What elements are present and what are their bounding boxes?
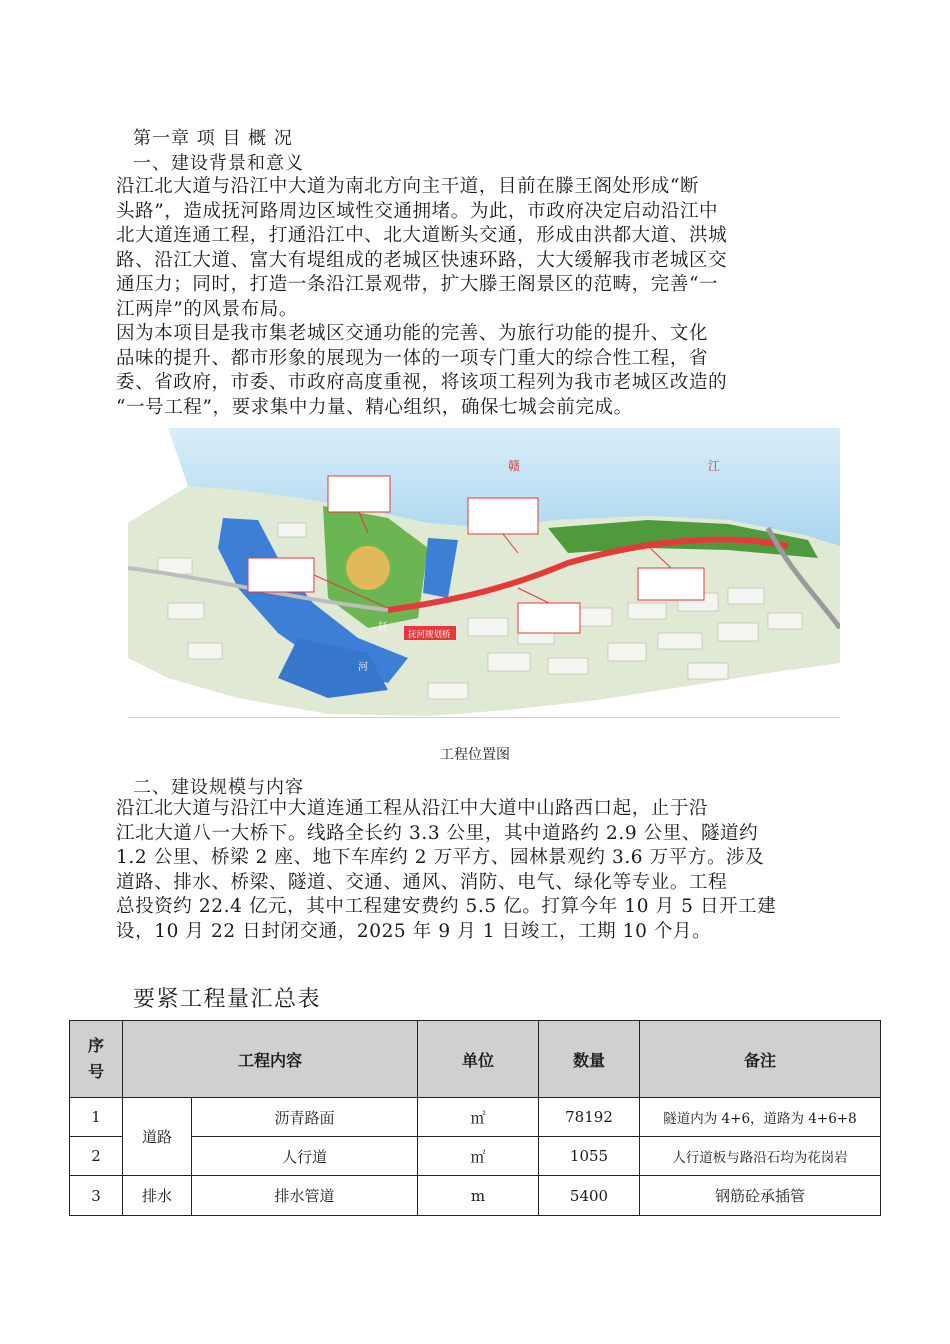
map-label-he: 河 [358, 662, 368, 673]
cell-item: 沥青路面 [192, 1098, 418, 1137]
map-label-jiang: 江 [708, 459, 721, 473]
chapter-title: 第一章 项 目 概 况 [133, 128, 293, 149]
cell-seq: 1 [70, 1098, 123, 1137]
section-title-background: 一、建设背景和意义 [133, 153, 304, 174]
text-line: 总投资约 22.4 亿元，其中工程建安费约 5.5 亿。打算今年 10 月 5 日开工建 [116, 896, 777, 917]
quantity-summary-table [69, 1020, 881, 1216]
text-line: 头路”，造成抚河路周边区域性交通拥堵。为此，市政府决定启动沿江中 [116, 200, 719, 222]
text-line: 委、省政府，市委、市政府高度重视，将该项工程列为我市老城区改造的 [116, 372, 728, 393]
table-header-row [70, 1021, 881, 1098]
paragraph-scale [116, 797, 836, 944]
table-row [70, 1176, 881, 1216]
text-line: 江北大道八一大桥下。线路全长约 3.3 公里，其中道路约 2.9 公里、隧道约 [116, 822, 759, 844]
text-line: 沿江北大道与沿江中大道连通工程从沿江中大道中山路西口起，止于沿 [116, 798, 709, 819]
text-line: 北大道连通工程，打通沿江中、北大道断头交通，形成由洪都大道、洪城 [116, 225, 728, 246]
header-seq-label: 序号 [87, 1036, 104, 1081]
cell-item: 人行道 [192, 1137, 418, 1176]
paragraph-background [116, 175, 836, 322]
text-line: 品味的提升、都市形象的展现为一体的一项专门重大的综合性工程，省 [116, 347, 709, 369]
cell-item: 排水管道 [192, 1176, 418, 1216]
header-note: 备注 [640, 1021, 881, 1098]
callout-bridge-label: 抚河规划桥 [408, 630, 451, 640]
section-title-scale: 二、建设规模与内容 [133, 777, 304, 798]
header-content: 工程内容 [123, 1021, 418, 1098]
map-label-fu: 抚 [378, 622, 388, 633]
project-location-map [128, 428, 840, 718]
cell-note: 隧道内为 4+6，道路为 4+6+8 [640, 1098, 881, 1137]
text-line: 因为本项目是我市集老城区交通功能的完善、为旅行功能的提升、文化 [116, 323, 709, 344]
table-title: 要紧工程量汇总表 [133, 987, 322, 1012]
figure-caption: 工程位置图 [440, 747, 510, 763]
map-label-gan: 赣 [508, 459, 521, 473]
cell-category: 道路 [123, 1098, 192, 1176]
cell-note: 钢筋砼承插管 [640, 1176, 881, 1216]
cell-qty: 1055 [539, 1137, 640, 1176]
text-line: “一号工程”，要求集中力量、精心组织，确保七城会前完成。 [116, 396, 633, 418]
text-line: 路、沿江大道、富大有堤组成的老城区快速环路，大大缓解我市老城区交 [116, 249, 728, 271]
cell-category: 排水 [123, 1176, 192, 1216]
header-unit: 单位 [418, 1021, 539, 1098]
cell-unit: m [418, 1176, 539, 1216]
header-seq [70, 1021, 123, 1098]
cell-unit: ㎡ [418, 1137, 539, 1176]
plaza [346, 546, 390, 590]
cell-qty: 78192 [539, 1098, 640, 1137]
text-line: 通压力；同时，打造一条沿江景观带，扩大滕王阁景区的范畴，完善“一 [116, 274, 719, 295]
cell-unit: ㎡ [418, 1098, 539, 1137]
table-row [70, 1098, 881, 1137]
header-qty: 数量 [539, 1021, 640, 1098]
text-line: 道路、排水、桥梁、隧道、交通、通风、消防、电气、绿化等专业。工程 [116, 871, 728, 893]
text-line: 沿江北大道与沿江中大道为南北方向主干道，目前在滕王阁处形成“断 [116, 176, 700, 197]
text-line: 1.2 公里、桥梁 2 座、地下车库约 2 万平方、园林景观约 3.6 万平方。涉及 [116, 847, 765, 868]
paragraph-significance [116, 322, 836, 420]
table-row [70, 1137, 881, 1176]
cell-note: 人行道板与路沿石均为花岗岩 [640, 1137, 881, 1176]
text-line: 设，10 月 22 日封闭交通，2025 年 9 月 1 日竣工，工期 10 个月。 [116, 920, 712, 942]
text-line: 江两岸”的风景布局。 [116, 298, 298, 320]
map-divider [128, 717, 840, 718]
cell-qty: 5400 [539, 1176, 640, 1216]
cell-seq: 3 [70, 1176, 123, 1216]
cell-seq: 2 [70, 1137, 123, 1176]
